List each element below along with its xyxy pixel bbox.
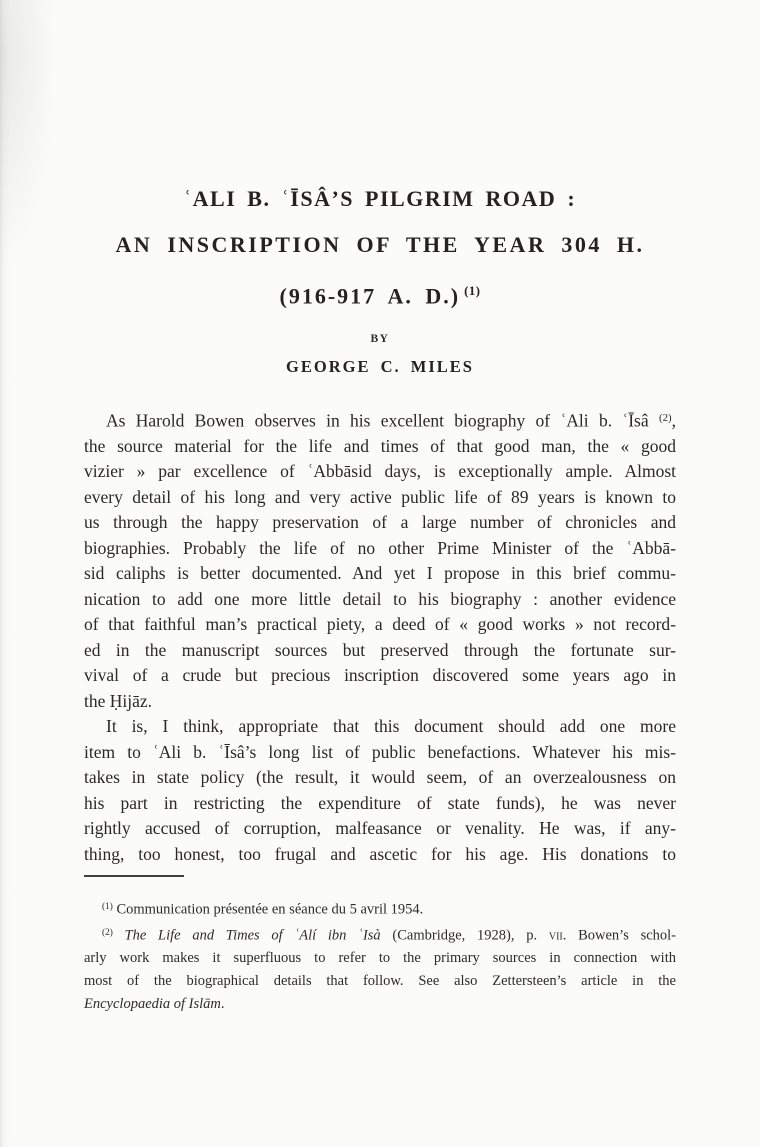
footnote-text: Communication présentée en séance du 5 avril 1954. <box>112 901 424 918</box>
article-body <box>84 406 676 867</box>
body-line: of that faithful man’s practical piety, a deed of « good works » not record- <box>84 614 676 635</box>
paragraph-1 <box>84 406 676 714</box>
body-line: takes in state policy (the result, it would seem, of an overzealousness on <box>84 767 676 788</box>
body-line: biographies. Probably the life of no other Prime Minister of the ʿAbbā- <box>84 537 676 558</box>
body-line: us through the happy preservation of a large number of chronicles and <box>84 512 676 533</box>
article-title-line3 <box>0 274 760 313</box>
footnote-book-title: The Life and Times of ʿAlí ibn ʿIsà <box>112 927 381 944</box>
footnote-reference-2: (2) <box>658 412 672 424</box>
article-title-line1: ʿALI B. ʿĪSÂ’S PILGRIM ROAD : <box>183 186 577 211</box>
footnote-text: . <box>220 996 225 1013</box>
footnote-line <box>84 922 676 948</box>
body-line: rightly accused of corruption, malfeasance or venality. He was, if any- <box>84 818 676 839</box>
footnote-line: most of the biographical details that follow. See also Zettersteen’s article in the <box>84 973 676 990</box>
body-line: the Ḥijāz. <box>84 690 153 711</box>
footnote-line <box>84 993 676 1016</box>
body-line: vival of a crude but precious inscription discovered some years ago in <box>84 665 676 686</box>
footnote-1 <box>84 896 676 922</box>
paragraph-2 <box>84 714 676 867</box>
title-block <box>0 183 760 377</box>
body-line: vizier » par excellence of ʿAbbāsid days, is exceptionally ample. Almost <box>84 461 676 482</box>
body-line: item to ʿAli b. ʿĪsâ’s long list of public benefactions. Whatever his mis- <box>84 741 676 762</box>
footnote-separator-rule <box>84 875 184 877</box>
body-line <box>84 406 676 434</box>
body-line: his part in restricting the expenditure of state funds), he was never <box>84 792 676 813</box>
body-line: the source material for the life and times of that good man, the « good <box>84 435 676 456</box>
body-line-text: As Harold Bowen observes in his excellent biography of ʿAli b. ʿĪsâ <box>106 410 659 431</box>
article-title-line2: AN INSCRIPTION OF THE YEAR 304 H. <box>115 232 645 257</box>
footnote-text: . Bowen’s schol- <box>562 927 677 944</box>
body-line: every detail of his long and very active public life of 89 years is known to <box>84 486 676 507</box>
footnote-text: (Cambridge, 1928), p. <box>380 927 549 944</box>
title-footnote-marker: (1) <box>464 284 481 298</box>
footnote-1-marker: (1) <box>102 902 113 912</box>
footnote-line: arly work makes it superfluous to refer to the primary sources in connection with <box>84 950 676 967</box>
title-date-range: (916-917 A. D.) <box>279 283 461 309</box>
footnote-book-title: Encyclopaedia of Islām <box>84 996 221 1013</box>
scan-edge-artifact <box>0 0 10 1147</box>
footnotes-section <box>84 896 676 1016</box>
body-line: It is, I think, appropriate that this document should add one more <box>106 716 676 737</box>
author-name: GEORGE C. MILES <box>286 357 474 377</box>
footnote-page-roman-numeral: vii <box>548 927 563 944</box>
body-line-text: , <box>671 410 676 431</box>
footnote-line <box>84 896 676 922</box>
body-line: sid caliphs is better documented. And yet I propose in this brief commu- <box>84 563 676 584</box>
body-line: nication to add one more little detail to his biography : another evidence <box>84 588 676 609</box>
body-line: ed in the manuscript sources but preserved through the fortunate sur- <box>84 639 676 660</box>
footnote-2 <box>84 922 676 1017</box>
body-line: thing, too honest, too frugal and ascetic for his age. His donations to <box>84 843 676 864</box>
byline-label: BY <box>370 333 390 346</box>
footnote-2-marker: (2) <box>102 927 113 938</box>
